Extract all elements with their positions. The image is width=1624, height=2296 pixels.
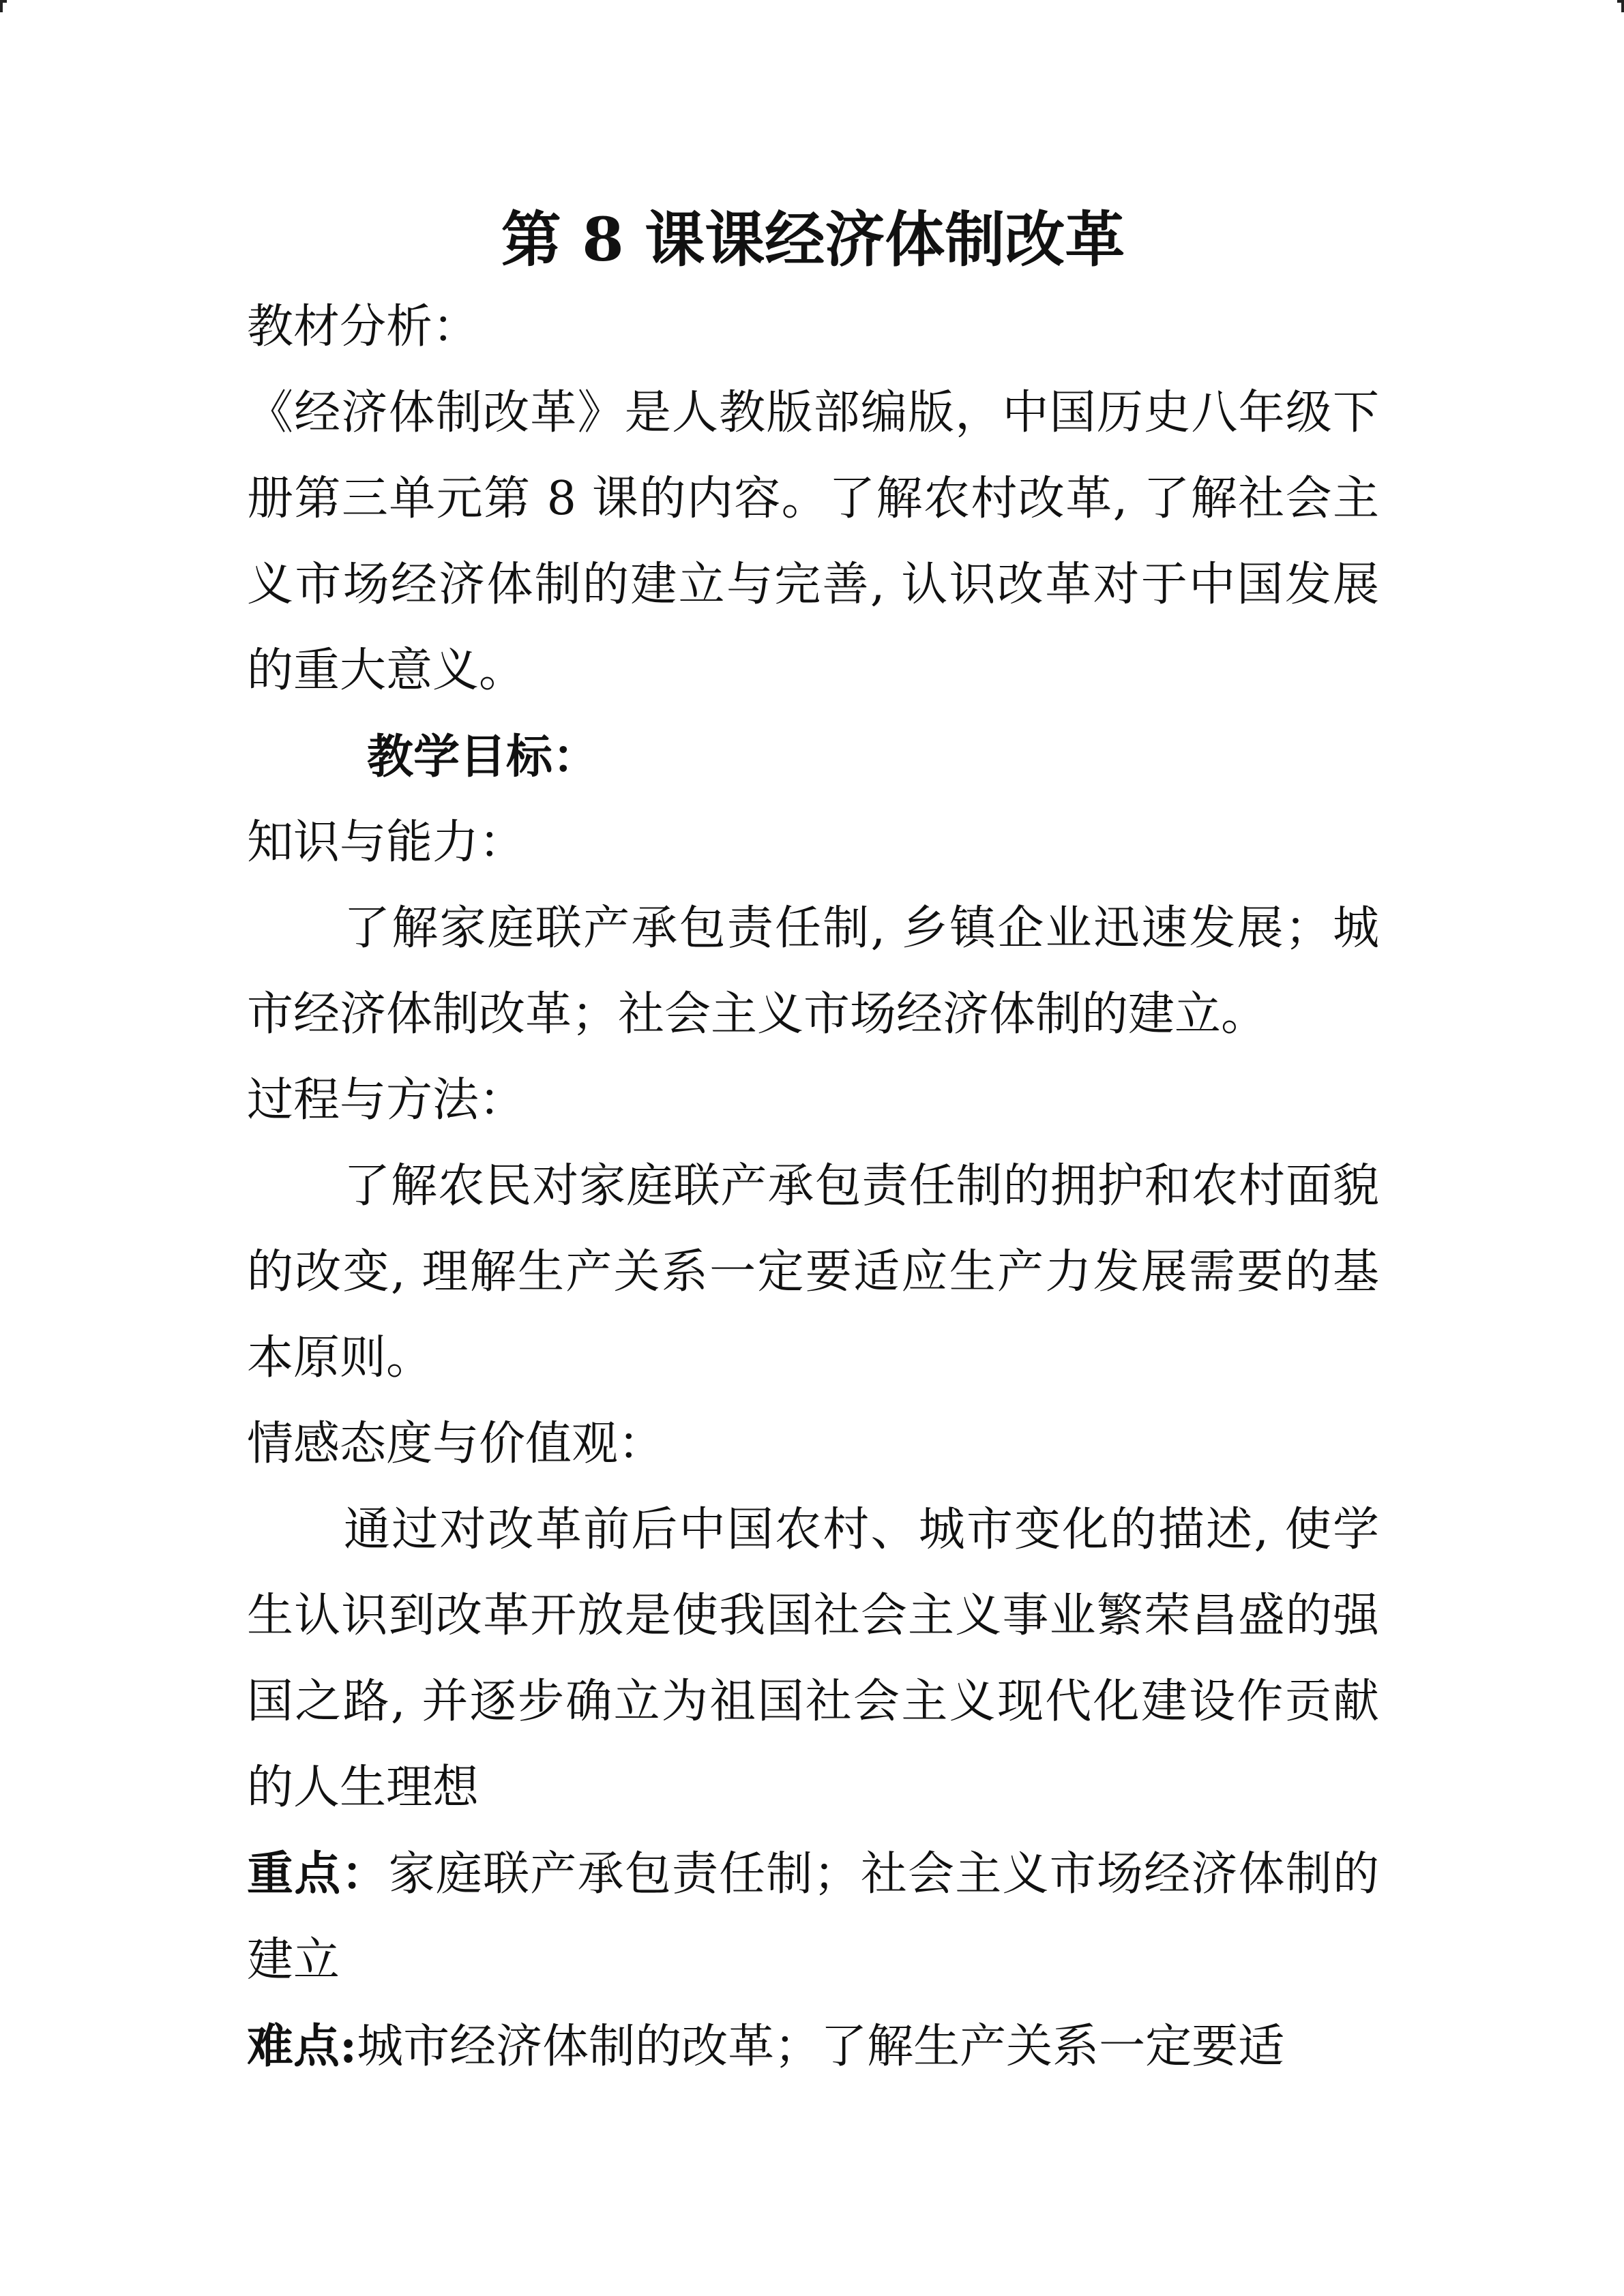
emotion-heading: 情感态度与价值观：: [247, 1417, 665, 1471]
emotion-text: 通过对改革前后中国农村、城市变化的描述, 使学生认识到改革开放是使我国社会主义事业繁荣昌盛的强国之路, 并逐步确立为祖国社会主义现代化建设作贡献的人生理想: [247, 1503, 1379, 1815]
material-text: 《经济体制改革》是人教版部编版，中国历史八年级下册第三单元第 8 课的内容。了解农村改革, 了解社会主义市场经济体制的建立与完善, 认识改革对于中国发展的重大意义。: [247, 386, 1379, 698]
key-point: [247, 1831, 1379, 2003]
difficult-point-text: 城市经济体制的改革；了解生产关系一定要适: [357, 2020, 1285, 2074]
process-text: 了解农民对家庭联产承包责任制的拥护和农村面貌的改变, 理解生产关系一定要适应生产力发展需要的基本原则。: [247, 1159, 1379, 1385]
document-title: 第 8 课课经济体制改革: [501, 204, 1125, 275]
knowledge-text: 了解家庭联产承包责任制, 乡镇企业迅速发展；城市经济体制改革；社会主义市场经济体制的建立。: [247, 901, 1379, 1041]
page-corner-mark-right: [1617, 0, 1624, 12]
page-corner-mark-left: [0, 0, 7, 12]
key-point-label: 重点：: [247, 1847, 389, 1901]
key-point-text: 家庭联产承包责任制；社会主义市场经济体制的建立: [247, 1847, 1379, 1987]
material-heading: 教材分析：: [247, 300, 479, 354]
document-page: [247, 194, 1379, 2090]
difficult-point-label: 难点:: [247, 2019, 357, 2074]
difficult-point: [247, 2003, 1379, 2090]
goals-heading: 教学目标：: [367, 730, 600, 784]
process-heading: 过程与方法：: [247, 1073, 526, 1127]
knowledge-heading: 知识与能力：: [247, 816, 526, 869]
